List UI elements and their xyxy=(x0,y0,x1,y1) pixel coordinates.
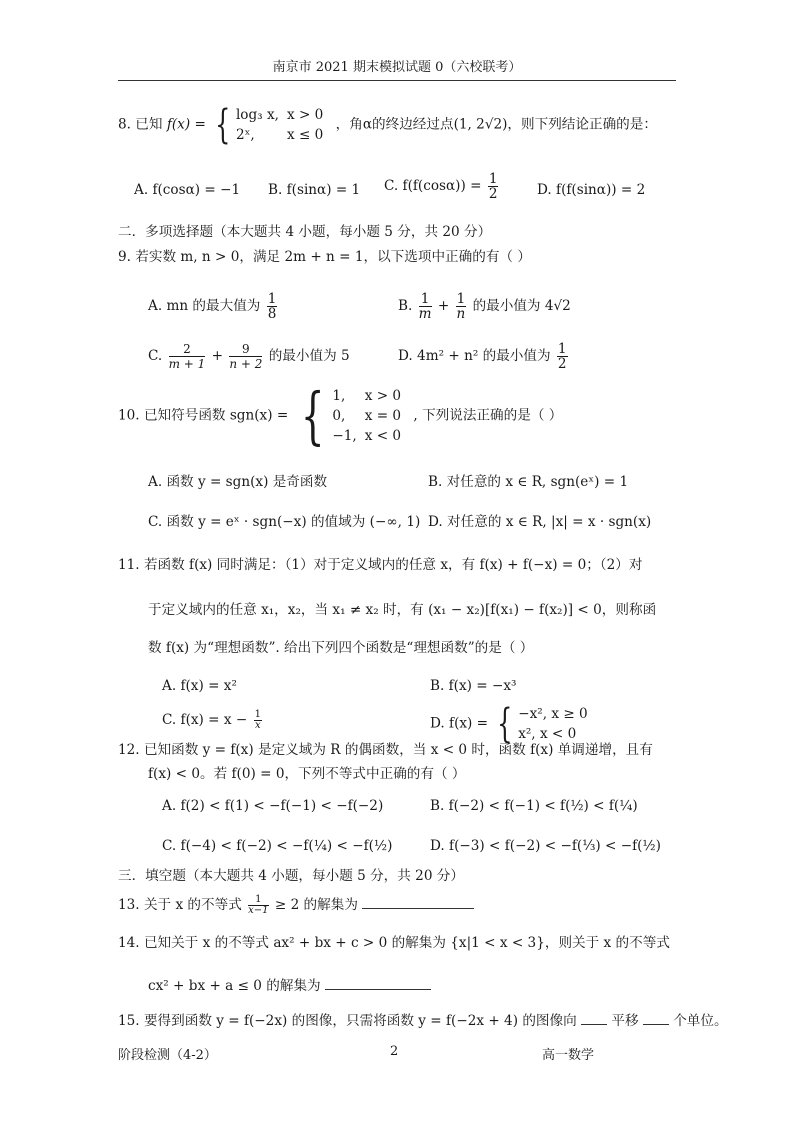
footer-left: 阶段检测（4-2） xyxy=(118,1048,217,1063)
question-8-stem xyxy=(118,102,657,148)
q8-option-c xyxy=(384,172,500,201)
q13-suffix: ≥ 2 的解集为 xyxy=(274,897,358,913)
fraction xyxy=(267,292,278,321)
q8-function: f(x) = xyxy=(166,116,206,133)
q12-option-b: B. f(−2) < f(−1) < f(½) < f(¼) xyxy=(430,798,638,814)
numerator: 1 xyxy=(267,291,277,307)
q10-case2-cond: x = 0 xyxy=(364,408,402,424)
question-15 xyxy=(118,1010,728,1031)
q12-option-d: D. f(−3) < f(−2) < −f(⅓) < −f(½) xyxy=(430,838,661,854)
q8-option-c-text: C. f(f(cosα)) = xyxy=(384,178,482,194)
q11-option-d-text: D. f(x) = xyxy=(430,715,489,732)
q11-case1: −x², x ≥ 0 xyxy=(518,706,588,722)
denominator: 2 xyxy=(488,186,498,202)
q10-case3-cond: x < 0 xyxy=(364,428,402,444)
denominator: n xyxy=(456,306,466,322)
q9-option-b-text: 的最小值为 4√2 xyxy=(472,298,571,314)
denominator: 8 xyxy=(267,306,277,322)
q10-case1-expr: 1, xyxy=(332,388,346,404)
numerator: 2 xyxy=(169,342,206,357)
fraction xyxy=(419,292,432,321)
fraction xyxy=(169,342,206,371)
q9-option-c-text: 的最小值为 5 xyxy=(268,348,350,364)
left-brace: { xyxy=(497,701,513,747)
q8-rest: ，角α的终边经过点(1, 2√2)，则下列结论正确的是： xyxy=(335,116,657,133)
question-14-line-1: 14. 已知关于 x 的不等式 ax² + bx + c > 0 的解集为 {x|1 < x < 3}，则关于 x 的不等式 xyxy=(118,935,670,951)
q11-option-b: B. f(x) = −x³ xyxy=(430,678,517,694)
q15-prefix: 15. 要得到函数 y = f(−2x) 的图像，只需将函数 y = f(−2x + 4) 的图像向 xyxy=(118,1013,577,1029)
q8-option-d: D. f(f(sinα)) = 2 xyxy=(537,182,646,198)
q11-option-c xyxy=(162,710,264,731)
fraction xyxy=(557,342,568,371)
question-12-line-1: 12. 已知函数 y = f(x) 是定义域为 R 的偶函数，当 x < 0 时，函数 f(x) 单调递增，且有 xyxy=(118,742,653,758)
answer-blank-units[interactable] xyxy=(643,1010,669,1025)
question-9-stem: 9. 若实数 m, n > 0，满足 2m + n = 1，以下选项中正确的有（ ） xyxy=(118,249,531,265)
q9-option-d-text: D. 4m² + n² 的最小值为 xyxy=(398,348,551,364)
numerator: 1 xyxy=(488,171,498,187)
q11-option-c-text: C. f(x) = x − xyxy=(162,712,248,728)
q9-option-b-label: B. xyxy=(398,298,413,314)
plus-sign: + xyxy=(437,298,450,314)
q9-option-a-text: A. mn 的最大值为 xyxy=(148,298,261,314)
q11-option-d xyxy=(430,701,596,747)
denominator: 2 xyxy=(557,356,567,372)
q10-case3-expr: −1, xyxy=(332,428,357,444)
q10-case1-cond: x > 0 xyxy=(364,388,402,404)
q13-prefix: 13. 关于 x 的不等式 xyxy=(118,897,242,913)
numerator: 9 xyxy=(229,342,262,357)
question-14-line-2 xyxy=(148,975,431,996)
q14-text: cx² + bx + a ≤ 0 的解集为 xyxy=(148,978,321,994)
section-3-title: 三．填空题（本大题共 4 小题，每小题 5 分，共 20 分） xyxy=(118,868,464,884)
q10-rest: , 下列说法正确的是（ ） xyxy=(413,407,563,424)
left-brace: { xyxy=(215,102,231,148)
answer-blank-direction[interactable] xyxy=(581,1010,607,1025)
denominator: m xyxy=(418,306,432,322)
q10-option-c: C. 函数 y = eˣ · sgn(−x) 的值域为 (−∞, 1) xyxy=(148,514,421,530)
question-11-line-3: 数 f(x) 为“理想函数”. 给出下列四个函数是“理想函数”的是（ ） xyxy=(148,640,534,656)
page-header: 南京市 2021 期末模拟试题 0（六校联考） xyxy=(118,56,676,81)
q10-cases xyxy=(332,386,409,446)
footer-right: 高一数学 xyxy=(542,1048,595,1063)
question-11-line-2: 于定义域内的任意 x₁，x₂，当 x₁ ≠ x₂ 时，有 (x₁ − x₂)[f(x₁) − f(x₂)] < 0，则称函 xyxy=(148,602,657,618)
q12-option-a: A. f(2) < f(1) < −f(−1) < −f(−2) xyxy=(162,798,384,814)
q8-option-b: B. f(sinα) = 1 xyxy=(268,182,361,198)
answer-blank[interactable] xyxy=(325,975,431,990)
q15-middle: 平移 xyxy=(611,1013,639,1029)
q8-case2-cond: x ≤ 0 xyxy=(286,127,324,143)
q8-option-a: A. f(cosα) = −1 xyxy=(134,182,241,198)
fraction xyxy=(254,710,262,731)
denominator: n + 2 xyxy=(229,357,263,371)
numerator: 1 xyxy=(419,292,432,307)
fraction xyxy=(229,342,262,371)
plus-sign: + xyxy=(211,348,223,364)
denominator: x xyxy=(254,720,261,731)
footer-page-number: 2 xyxy=(390,1044,399,1059)
q8-prefix: 8. 已知 xyxy=(118,116,163,133)
q11-case2: x², x < 0 xyxy=(518,726,577,742)
q8-cases xyxy=(236,105,331,145)
q11-option-a: A. f(x) = x² xyxy=(162,678,237,694)
q9-option-a xyxy=(148,292,279,321)
denominator: m + 1 xyxy=(168,357,206,371)
q10-option-b: B. 对任意的 x ∈ R, sgn(eˣ) = 1 xyxy=(428,474,629,490)
q8-case2-expr: 2ˣ, xyxy=(235,127,255,143)
question-11-line-1: 11. 若函数 f(x) 同时满足：（1）对于定义域内的任意 x，有 f(x) + f(−x) = 0；（2）对 xyxy=(118,557,643,573)
question-10-stem xyxy=(118,379,563,452)
fraction xyxy=(248,895,268,916)
q10-case2-expr: 0, xyxy=(332,408,346,424)
fraction xyxy=(488,172,499,201)
numerator: 1 xyxy=(456,291,466,307)
q12-option-c: C. f(−4) < f(−2) < −f(¼) < −f(½) xyxy=(162,838,393,854)
q10-option-a: A. 函数 y = sgn(x) 是奇函数 xyxy=(148,474,328,490)
numerator: 1 xyxy=(254,709,261,720)
denominator: x−1 xyxy=(248,905,269,916)
q11-cases xyxy=(518,704,596,744)
q10-option-d: D. 对任意的 x ∈ R, |x| = x · sgn(x) xyxy=(428,514,652,530)
left-brace: { xyxy=(300,379,325,452)
q8-case1-expr: log₃ x, xyxy=(235,107,279,123)
question-13 xyxy=(118,894,474,916)
q9-option-c-label: C. xyxy=(148,348,163,364)
q10-prefix: 10. 已知符号函数 sgn(x) = xyxy=(118,407,289,424)
numerator: 1 xyxy=(557,341,567,357)
fraction xyxy=(456,292,467,321)
q9-option-c xyxy=(148,342,350,371)
q9-option-b xyxy=(398,292,571,321)
numerator: 1 xyxy=(248,895,268,906)
question-12-line-2: f(x) < 0。若 f(0) = 0，下列不等式中正确的有（ ） xyxy=(148,766,466,782)
answer-blank[interactable] xyxy=(362,894,474,909)
section-2-title: 二．多项选择题（本大题共 4 小题，每小题 5 分，共 20 分） xyxy=(118,224,492,240)
q8-case1-cond: x > 0 xyxy=(286,107,324,123)
q9-option-d xyxy=(398,342,570,371)
q15-suffix: 个单位。 xyxy=(673,1013,728,1029)
